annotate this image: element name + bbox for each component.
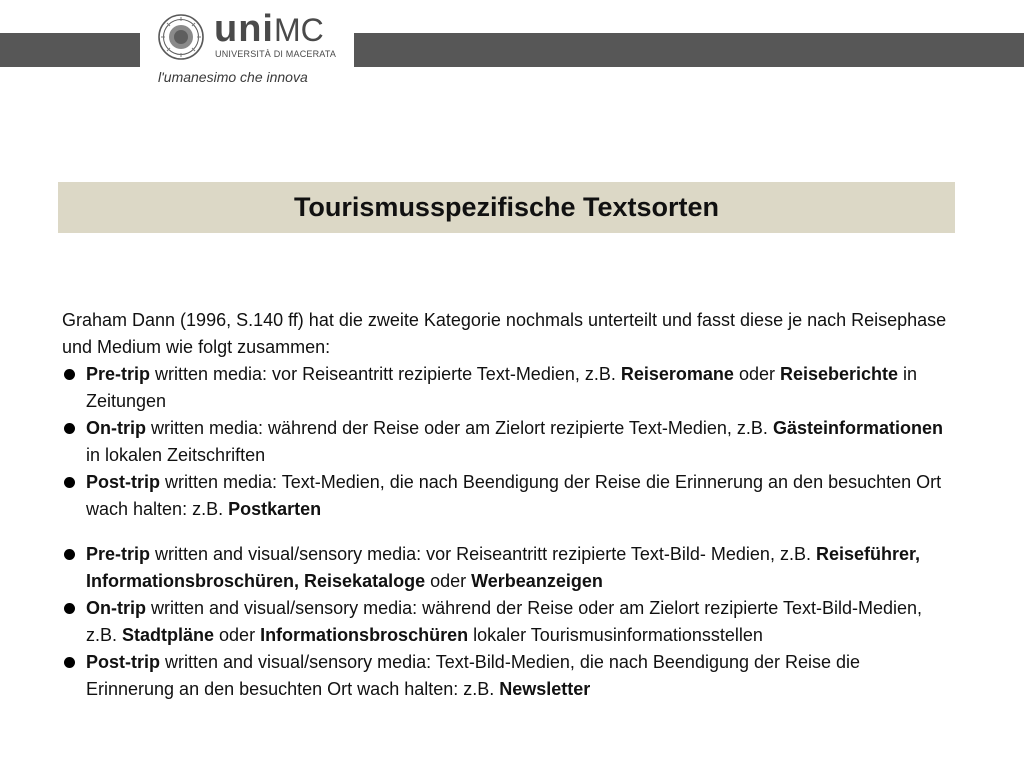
bullet-bold-term: Reiseromane <box>620 364 734 384</box>
phase-label: Post-trip <box>86 472 160 492</box>
bullet-text: written and visual/sensory media: während der Reise oder am Zielort rezipierte Text-Bild-Medien, z.B. <box>86 598 923 645</box>
bullet-icon <box>64 549 75 560</box>
written-media-list <box>62 361 952 523</box>
bullet-text: written media: während der Reise oder am Zielort rezipierte Text-Medien, z.B. <box>146 418 773 438</box>
bullet-text: lokaler Tourismusinformationsstellen <box>468 625 763 645</box>
slide-title-box <box>58 182 955 233</box>
phase-label: On-trip <box>86 418 146 438</box>
bullet-text: written and visual/sensory media: vor Reiseantritt rezipierte Text-Bild- Medien, z.B. <box>150 544 816 564</box>
bullet-text: written media: vor Reiseantritt rezipierte Text-Medien, z.B. <box>150 364 621 384</box>
bullet-icon <box>64 477 75 488</box>
visual-media-list <box>62 541 952 703</box>
logo-uni-text: uni <box>214 8 274 50</box>
university-name: UNIVERSITÀ DI MACERATA <box>215 49 337 59</box>
bullet-bold-term: Reiseführer, Informationsbroschüren, Reisekataloge <box>86 544 921 591</box>
university-logo <box>140 0 354 96</box>
bullet-icon <box>64 603 75 614</box>
bullet-bold-term: Werbeanzeigen <box>471 571 603 591</box>
bullet-bold-term: Gästeinformationen <box>772 418 943 438</box>
bullet-text: in lokalen Zeitschriften <box>86 445 266 465</box>
header-bar-left <box>0 33 140 67</box>
bullet-bold-term: Stadtpläne <box>122 625 215 645</box>
bullet-icon <box>64 657 75 668</box>
bullet-text: oder <box>733 364 780 384</box>
list-item <box>62 415 952 469</box>
phase-label: Pre-trip <box>86 544 151 564</box>
phase-label: On-trip <box>86 598 146 618</box>
bullet-text: written and visual/sensory media: Text-Bild-Medien, die nach Beendigung der Reise die Erinnerung an den besuchten Ort wach halten: z.B. <box>86 652 861 699</box>
bullet-bold-term: Informationsbroschüren <box>260 625 469 645</box>
list-item <box>62 649 952 703</box>
intro-paragraph: Graham Dann (1996, S.140 ff) hat die zweite Kategorie nochmals unterteilt und fasst diese je nach Reisephase und Medium wie folgt zusammen: <box>62 310 947 357</box>
bullet-text: written media: Text-Medien, die nach Beendigung der Reise die Erinnerung an den besuchten Ort wach halten: z.B. <box>86 472 942 519</box>
phase-label: Post-trip <box>86 652 160 672</box>
bullet-bold-term: Newsletter <box>499 679 591 699</box>
bullet-text: oder <box>214 625 261 645</box>
group-spacer <box>62 523 952 541</box>
bullet-icon <box>64 369 75 380</box>
university-seal-icon <box>158 14 204 60</box>
logo-mc-text: MC <box>273 12 324 48</box>
list-item <box>62 541 952 595</box>
bullet-bold-term: Reiseberichte <box>779 364 899 384</box>
header-bar-right <box>354 33 1024 67</box>
list-item <box>62 361 952 415</box>
bullet-bold-term: Postkarten <box>228 499 322 519</box>
logo-wordmark <box>214 10 324 48</box>
slide-content <box>62 307 952 703</box>
phase-label: Pre-trip <box>86 364 151 384</box>
list-item <box>62 469 952 523</box>
slide-title: Tourismusspezifische Textsorten <box>293 192 720 222</box>
bullet-text: in Zeitungen <box>86 364 918 411</box>
list-item <box>62 595 952 649</box>
bullet-text: oder <box>425 571 472 591</box>
logo-tagline: l'umanesimo che innova <box>158 69 308 85</box>
bullet-icon <box>64 423 75 434</box>
